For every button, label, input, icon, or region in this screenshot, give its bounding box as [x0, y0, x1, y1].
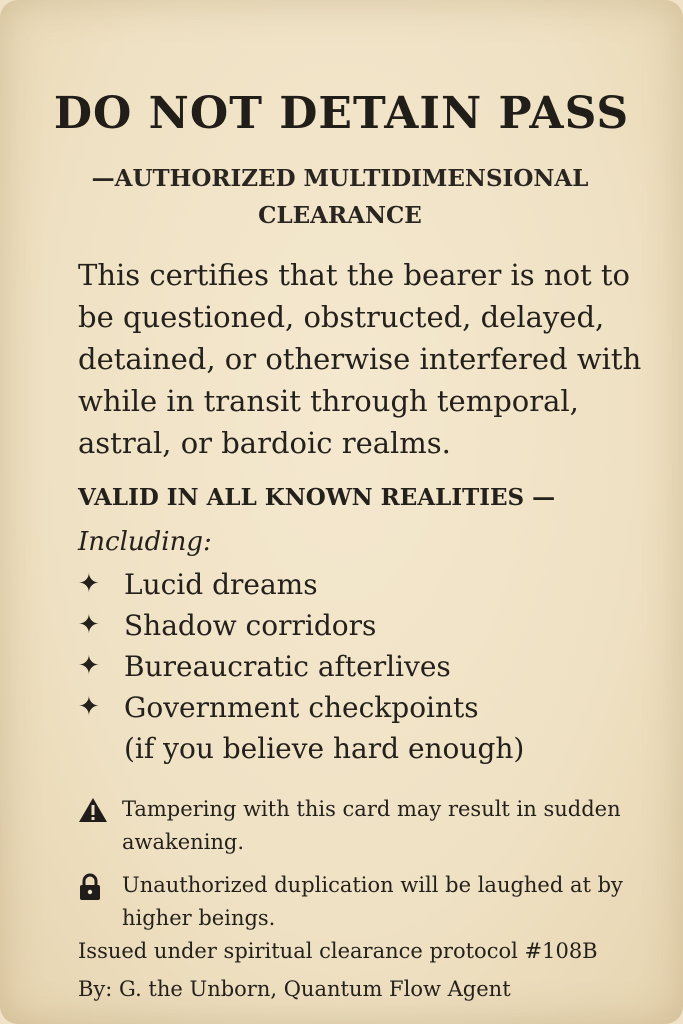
realm-label: Lucid dreams — [124, 568, 318, 601]
issued-line: Issued under spiritual clearance protocol #108B — [78, 939, 598, 963]
warning-item — [78, 869, 638, 935]
list-item — [78, 564, 638, 605]
pass-title: DO NOT DETAIN PASS — [53, 88, 630, 139]
warning-item — [78, 793, 638, 859]
realms-list — [78, 564, 638, 769]
lock-icon — [78, 869, 122, 935]
list-item — [78, 687, 638, 728]
issued-block — [78, 932, 668, 1008]
list-item — [78, 646, 638, 687]
warning-triangle-icon — [78, 793, 122, 859]
warning-text: Tampering with this card may result in sudden awakening. — [122, 797, 621, 854]
star-bullet-icon: ✦ — [78, 569, 100, 599]
realms-note: (if you believe hard enough) — [124, 732, 525, 765]
star-bullet-icon: ✦ — [78, 692, 100, 722]
star-bullet-icon: ✦ — [78, 610, 100, 640]
certification-text: This certifies that the bearer is not to be questioned, obstructed, delayed, detained, or otherwise interfered with while in transit through temporal, astral, or bardoic realms. — [78, 258, 642, 460]
star-bullet-icon: ✦ — [78, 651, 100, 681]
realm-label: Shadow corridors — [124, 609, 377, 642]
issuer-line: By: G. the Unborn, Quantum Flow Agent — [78, 977, 511, 1001]
warnings — [78, 793, 638, 945]
realm-label: Bureaucratic afterlives — [124, 650, 451, 683]
warning-text: Unauthorized duplication will be laughed at by higher beings. — [122, 873, 623, 930]
pass-subtitle: —AUTHORIZED MULTIDIMENSIONAL CLEARANCE — [91, 165, 589, 229]
including-label: Including: — [78, 527, 212, 557]
realm-label: Government checkpoints — [124, 691, 479, 724]
list-item — [78, 605, 638, 646]
valid-heading: VALID IN ALL KNOWN REALITIES — — [78, 484, 556, 511]
